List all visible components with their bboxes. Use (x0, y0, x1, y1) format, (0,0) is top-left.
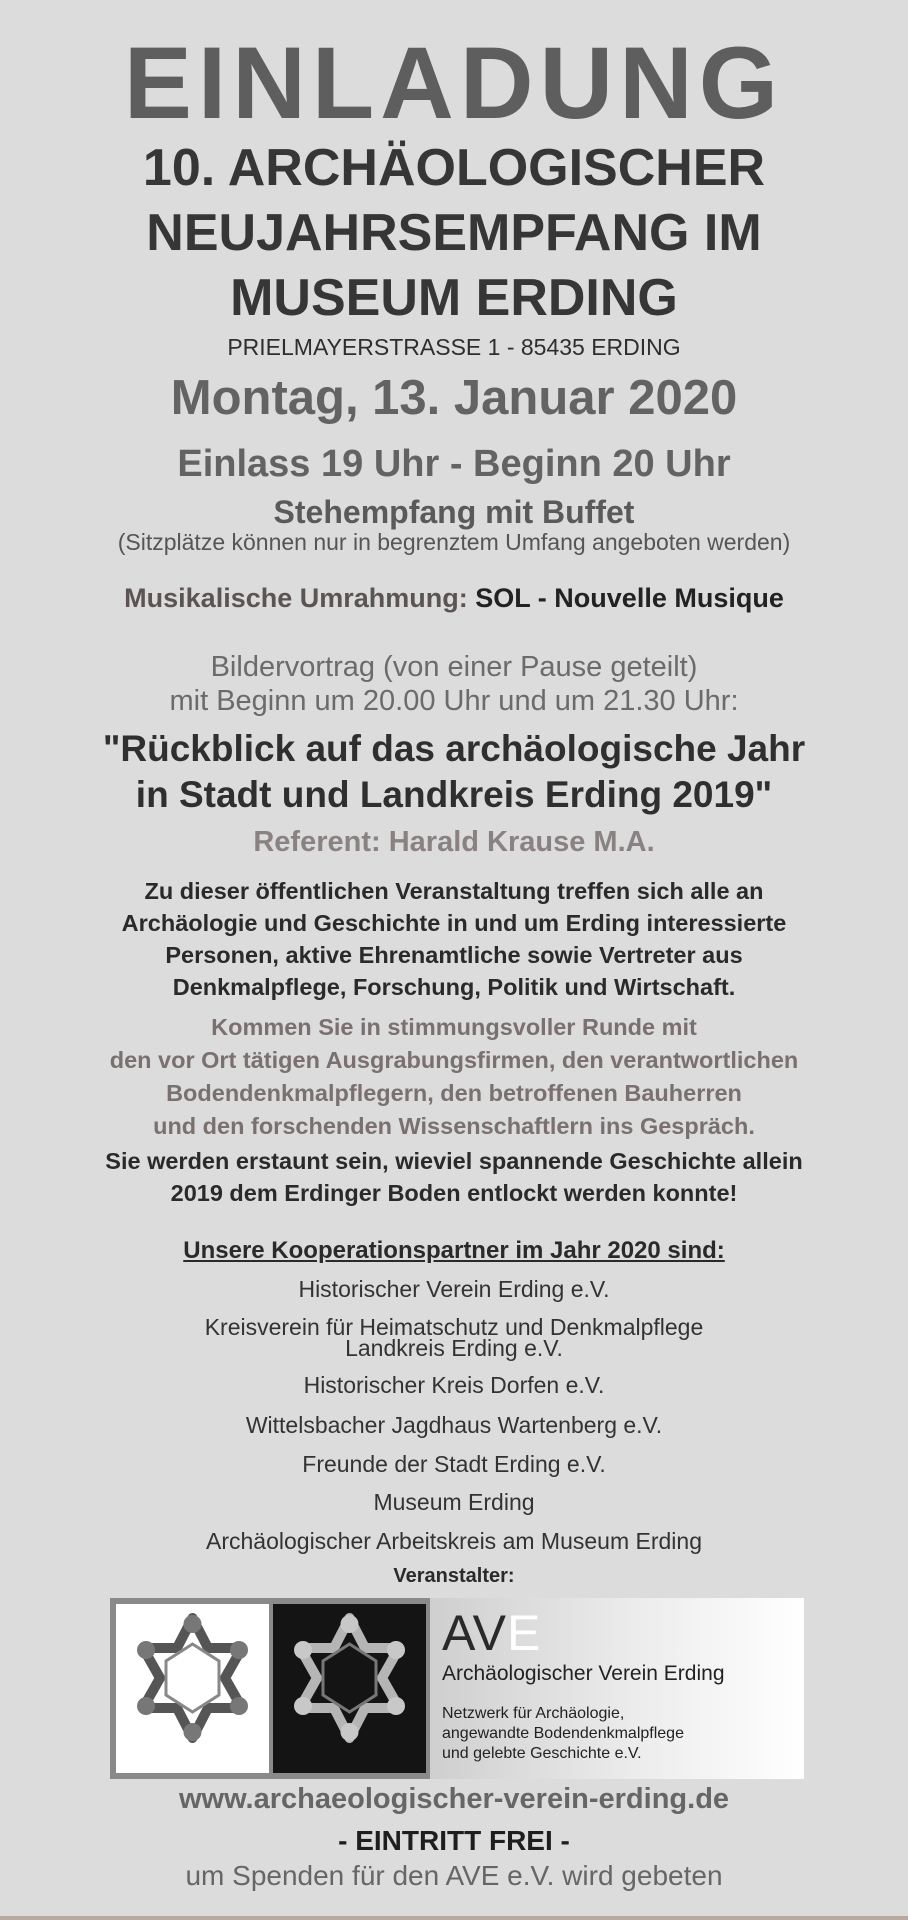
intro-paragraph-line: Personen, aktive Ehrenamtliche sowie Vertreter aus (165, 942, 743, 968)
logo-abbreviation (442, 1604, 541, 1662)
organizer-logo-banner (110, 1598, 804, 1779)
hexagram-emblem-light (116, 1604, 269, 1773)
closing-paragraph-line: 2019 dem Erdinger Boden entlockt werden konnte! (170, 1180, 738, 1206)
music-band-sub: Nouvelle Musique (554, 583, 784, 613)
logo-organization-name: Archäologischer Verein Erding (442, 1662, 725, 1685)
invitation-title: EINLADUNG (123, 26, 785, 140)
lecture-intro-line-2: mit Beginn um 20.00 Uhr und um 21.30 Uhr: (169, 685, 739, 717)
intro-paragraph-line: Zu dieser öffentlichen Veranstaltung treffen sich alle an (144, 878, 764, 904)
reception-note: Stehempfang mit Buffet (273, 494, 635, 530)
event-title-line-3: MUSEUM ERDING (230, 269, 678, 327)
event-title-line-1: 10. ARCHÄOLOGISCHER (142, 139, 766, 197)
event-title-line-2: NEUJAHRSEMPFANG IM (146, 204, 762, 262)
seating-note: (Sitzplätze können nur in begrenztem Umfang angeboten werden) (117, 529, 791, 555)
partner-item: Landkreis Erding e.V. (345, 1335, 563, 1361)
music-band: SOL (475, 583, 531, 613)
partner-item: Wittelsbacher Jagdhaus Wartenberg e.V. (245, 1412, 663, 1438)
partner-item: Kreisverein für Heimatschutz und Denkmalpflege (204, 1314, 704, 1340)
music-line (0, 583, 908, 614)
organizer-label: Veranstalter: (393, 1565, 515, 1587)
lecture-title-line-2: in Stadt und Landkreis Erding 2019" (135, 774, 773, 815)
logo-tagline: Netzwerk für Archäologie, angewandte Bodendenkmalpflege und gelebte Geschichte e.V. (442, 1705, 684, 1762)
hexagram-dark-icon (273, 1604, 426, 1773)
lecture-speaker: Referent: Harald Krause M.A. (253, 826, 655, 858)
logo-abbr-av: AV (442, 1605, 507, 1661)
logo-abbr-e: E (507, 1605, 542, 1661)
music-separator: - (537, 583, 547, 613)
partner-item: Historischer Kreis Dorfen e.V. (303, 1372, 605, 1398)
website-link[interactable]: www.archaeologischer-verein-erding.de (178, 1783, 730, 1815)
partner-item: Historischer Verein Erding e.V. (298, 1276, 610, 1302)
music-label: Musikalische Umrahmung: (124, 583, 468, 613)
intro-paragraph-line: Denkmalpflege, Forschung, Politik und Wirtschaft. (172, 974, 736, 1000)
partner-item: Museum Erding (373, 1489, 535, 1515)
invite-paragraph-line: Kommen Sie in stimmungsvoller Runde mit (211, 1014, 697, 1040)
lecture-intro-line-1: Bildervortrag (von einer Pause geteilt) (210, 651, 698, 683)
partner-item: Freunde der Stadt Erding e.V. (302, 1451, 606, 1477)
invite-paragraph-line: Bodendenkmalpflegern, den betroffenen Bauherren (166, 1080, 742, 1106)
invite-paragraph-line: und den forschenden Wissenschaftlern ins Gespräch. (153, 1113, 755, 1139)
logo-text-panel (430, 1598, 804, 1779)
partners-heading-text: Unsere Kooperationspartner im Jahr 2020 sind: (183, 1237, 725, 1264)
invite-paragraph-line: den vor Ort tätigen Ausgrabungsfirmen, den verantwortlichen (109, 1047, 799, 1073)
admission-free: - EINTRITT FREI - (338, 1825, 570, 1856)
hexagram-emblem-dark (273, 1604, 426, 1773)
event-time: Einlass 19 Uhr - Beginn 20 Uhr (177, 443, 731, 485)
lecture-title-line-1: "Rückblick auf das archäologische Jahr (102, 728, 806, 769)
bottom-divider (0, 1916, 908, 1920)
hexagram-light-icon (116, 1604, 269, 1773)
address: PRIELMAYERSTRASSE 1 - 85435 ERDING (227, 334, 681, 360)
donation-note: um Spenden für den AVE e.V. wird gebeten (185, 1860, 723, 1891)
event-date: Montag, 13. Januar 2020 (170, 371, 738, 425)
intro-paragraph-line: Archäologie und Geschichte in und um Erding interessierte (121, 910, 787, 936)
partner-item: Archäologischer Arbeitskreis am Museum Erding (206, 1528, 702, 1554)
partners-heading (0, 1237, 908, 1265)
closing-paragraph-line: Sie werden erstaunt sein, wieviel spannende Geschichte allein (105, 1148, 803, 1174)
